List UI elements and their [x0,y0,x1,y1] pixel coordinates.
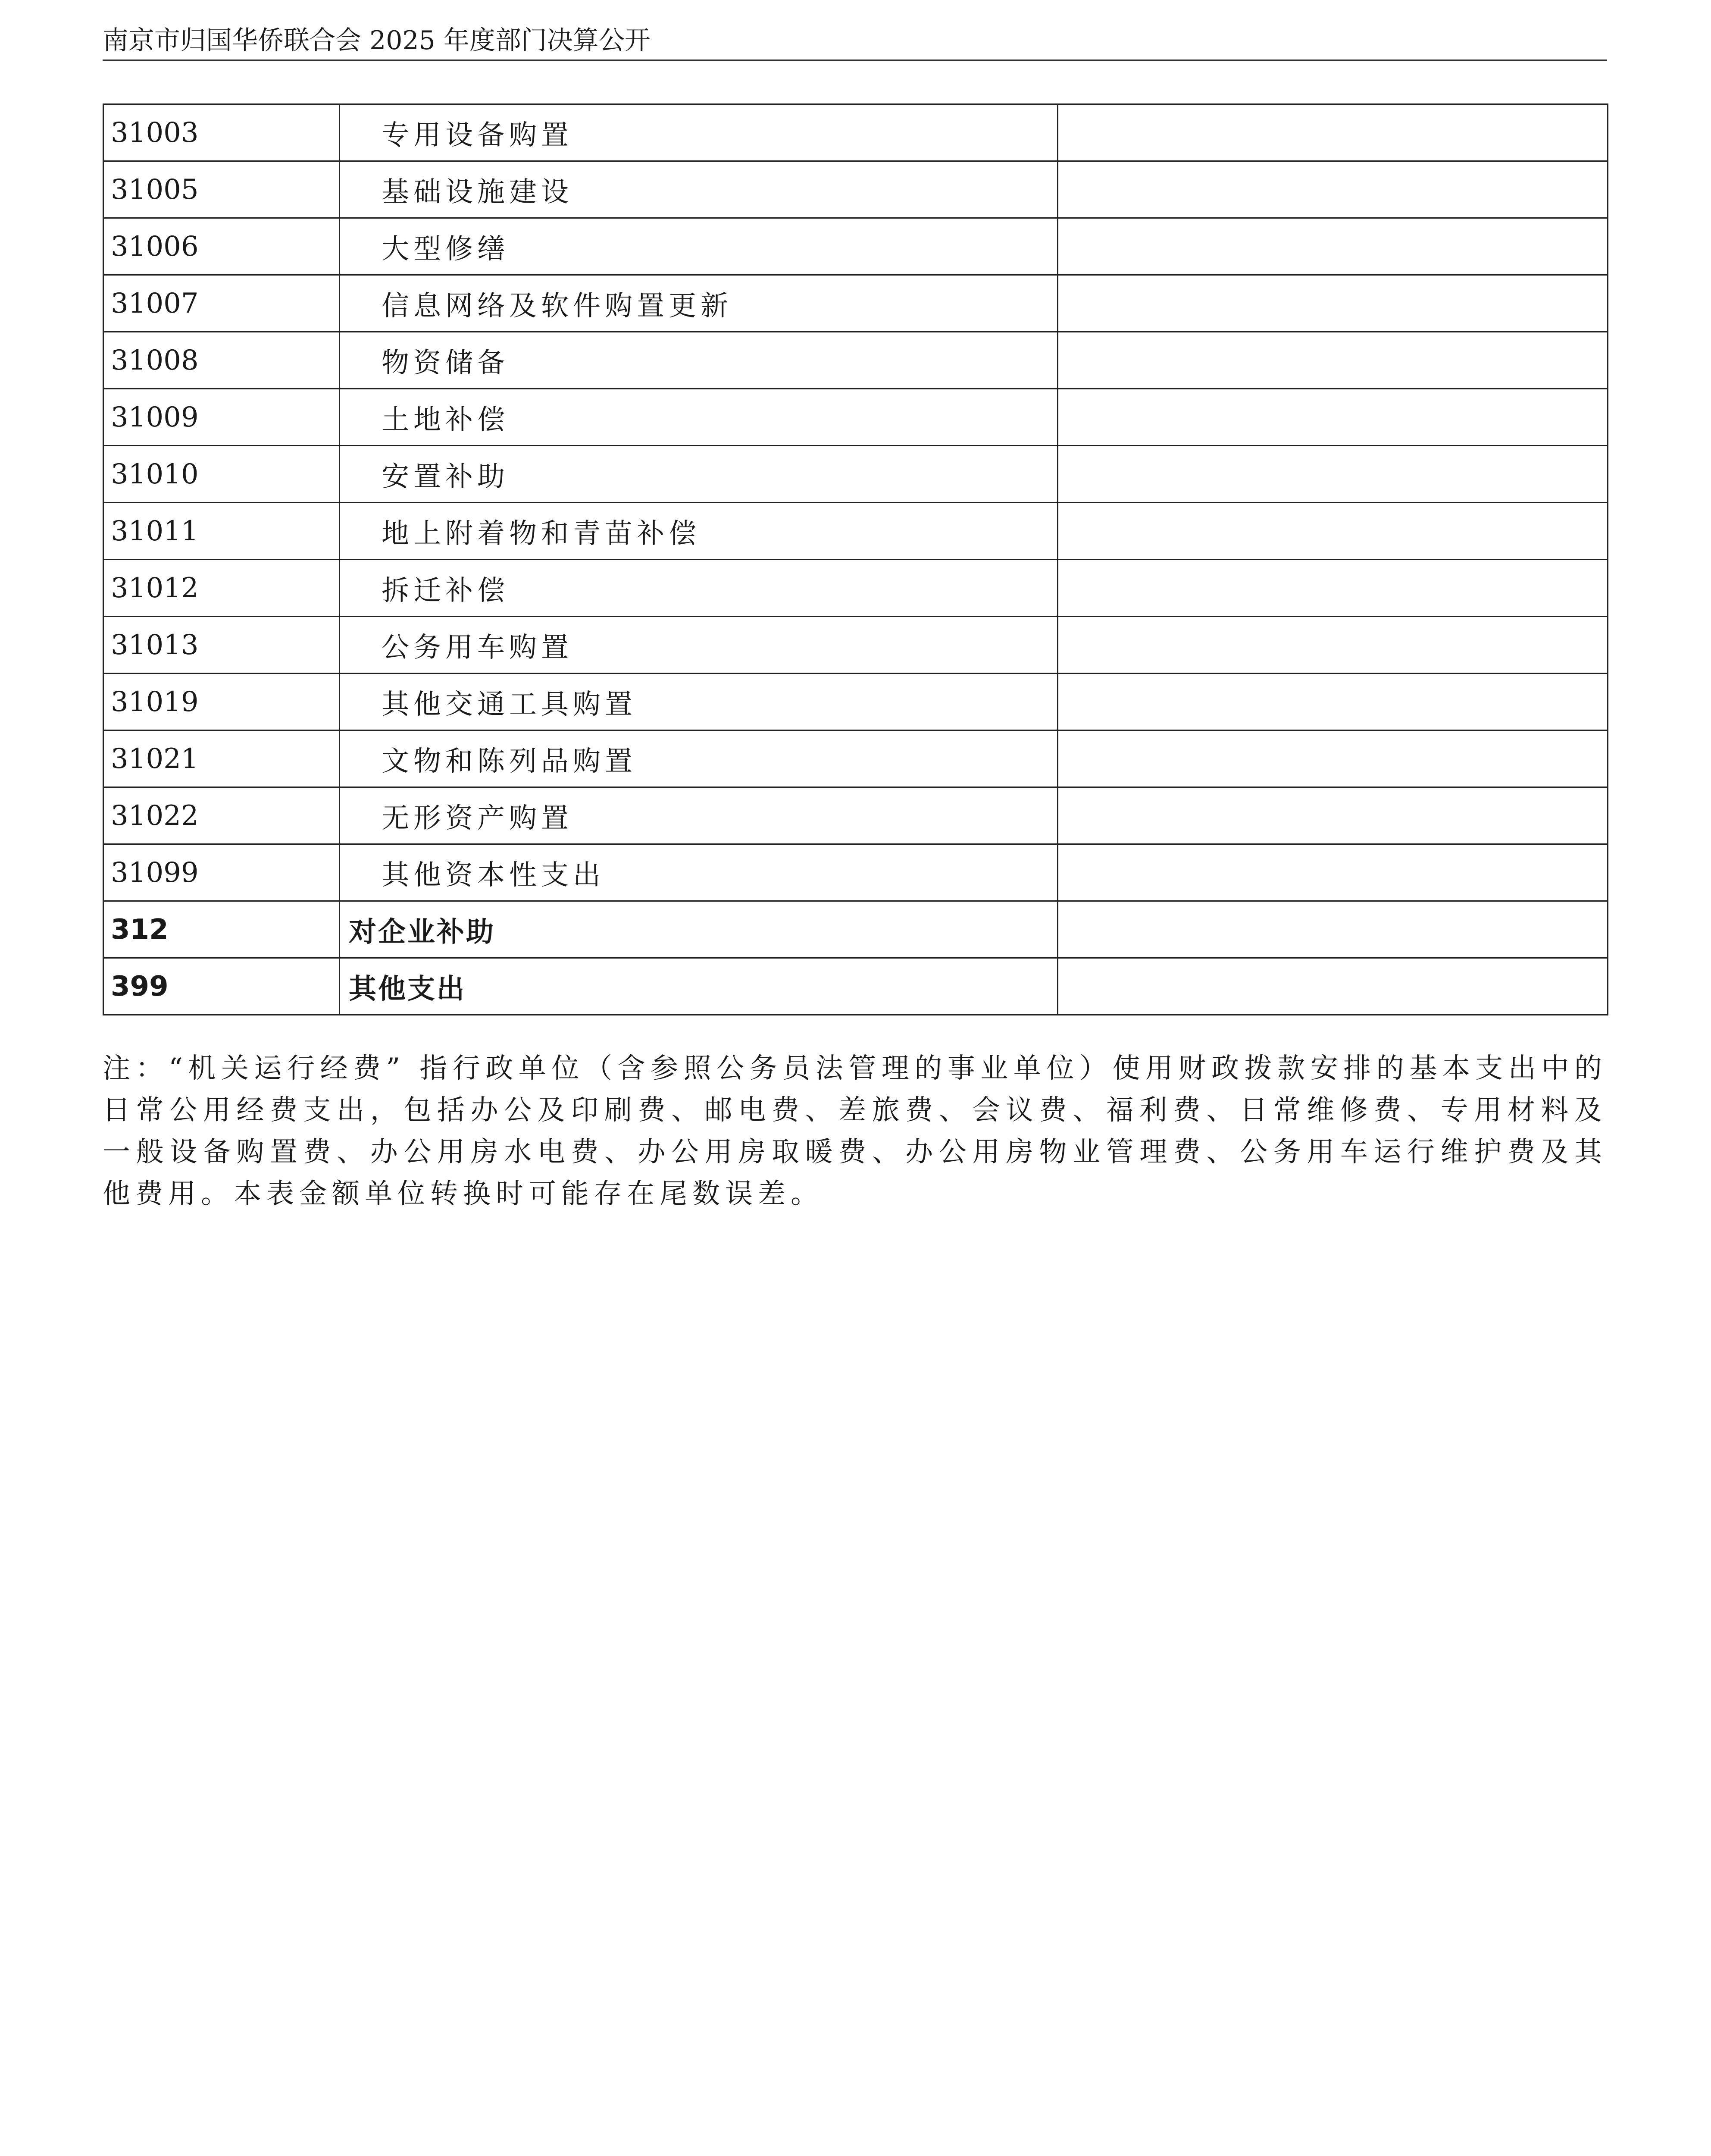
table-row [103,503,1608,560]
economic-code-cell: 31007 [103,275,340,332]
item-name-cell: 安置补助 [340,446,1058,503]
table-row [103,730,1608,787]
table-row [103,844,1608,901]
item-name-cell: 文物和陈列品购置 [340,730,1058,787]
amount-cell [1058,275,1608,332]
amount-cell [1058,446,1608,503]
economic-code-cell: 31012 [103,560,340,617]
amount-cell [1058,560,1608,617]
table-footnote: 注：“机关运行经费” 指行政单位（含参照公务员法管理的事业单位）使用财政拨款安排的基本支出中的日常公用经费支出，包括办公及印刷费、邮电费、差旅费、会议费、福利费、日常维修费、专用材料及一般设备购置费、办公用房水电费、办公用房取暖费、办公用房物业管理费、公务用车运行维护费及其他费用。本表金额单位转换时可能存在尾数误差。 [103,1053,1607,1210]
economic-code-cell: 31099 [103,844,340,901]
amount-cell [1058,844,1608,901]
economic-code-cell: 31006 [103,218,340,275]
economic-code-cell: 31005 [103,161,340,218]
item-name-cell: 其他交通工具购置 [340,674,1058,730]
item-name-cell: 大型修缮 [340,218,1058,275]
expenditure-table [103,103,1608,1015]
amount-cell [1058,901,1608,958]
table-row [103,161,1608,218]
economic-code-cell: 31011 [103,503,340,560]
document-title: 南京市归国华侨联合会 2025 年度部门决算公开 [103,25,651,56]
economic-code-cell: 31003 [103,104,340,161]
category-code-cell: 399 [103,958,340,1015]
table-row [103,617,1608,674]
economic-code-cell: 31008 [103,332,340,389]
item-name-cell: 地上附着物和青苗补偿 [340,503,1058,560]
amount-cell [1058,787,1608,844]
amount-cell [1058,617,1608,674]
amount-cell [1058,730,1608,787]
table-row-category [103,958,1608,1015]
economic-code-cell: 31009 [103,389,340,446]
economic-code-cell: 31022 [103,787,340,844]
item-name-cell: 信息网络及软件购置更新 [340,275,1058,332]
amount-cell [1058,674,1608,730]
table-row [103,560,1608,617]
item-name-cell: 基础设施建设 [340,161,1058,218]
item-name-cell: 公务用车购置 [340,617,1058,674]
table-row-category [103,901,1608,958]
amount-cell [1058,503,1608,560]
table-row [103,275,1608,332]
table-row [103,446,1608,503]
page-header [103,16,1607,61]
item-name-cell: 物资储备 [340,332,1058,389]
item-name-cell: 专用设备购置 [340,104,1058,161]
item-name-cell: 土地补偿 [340,389,1058,446]
table-row [103,787,1608,844]
amount-cell [1058,958,1608,1015]
expenditure-table-body [103,104,1608,1015]
amount-cell [1058,104,1608,161]
table-row [103,674,1608,730]
item-name-cell: 其他资本性支出 [340,844,1058,901]
item-name-cell: 拆迁补偿 [340,560,1058,617]
category-code-cell: 312 [103,901,340,958]
amount-cell [1058,161,1608,218]
table-row [103,104,1608,161]
item-name-cell: 无形资产购置 [340,787,1058,844]
category-name-cell: 对企业补助 [340,901,1058,958]
amount-cell [1058,332,1608,389]
table-row [103,332,1608,389]
economic-code-cell: 31010 [103,446,340,503]
category-name-cell: 其他支出 [340,958,1058,1015]
amount-cell [1058,389,1608,446]
economic-code-cell: 31021 [103,730,340,787]
table-row [103,218,1608,275]
table-row [103,389,1608,446]
economic-code-cell: 31013 [103,617,340,674]
amount-cell [1058,218,1608,275]
economic-code-cell: 31019 [103,674,340,730]
